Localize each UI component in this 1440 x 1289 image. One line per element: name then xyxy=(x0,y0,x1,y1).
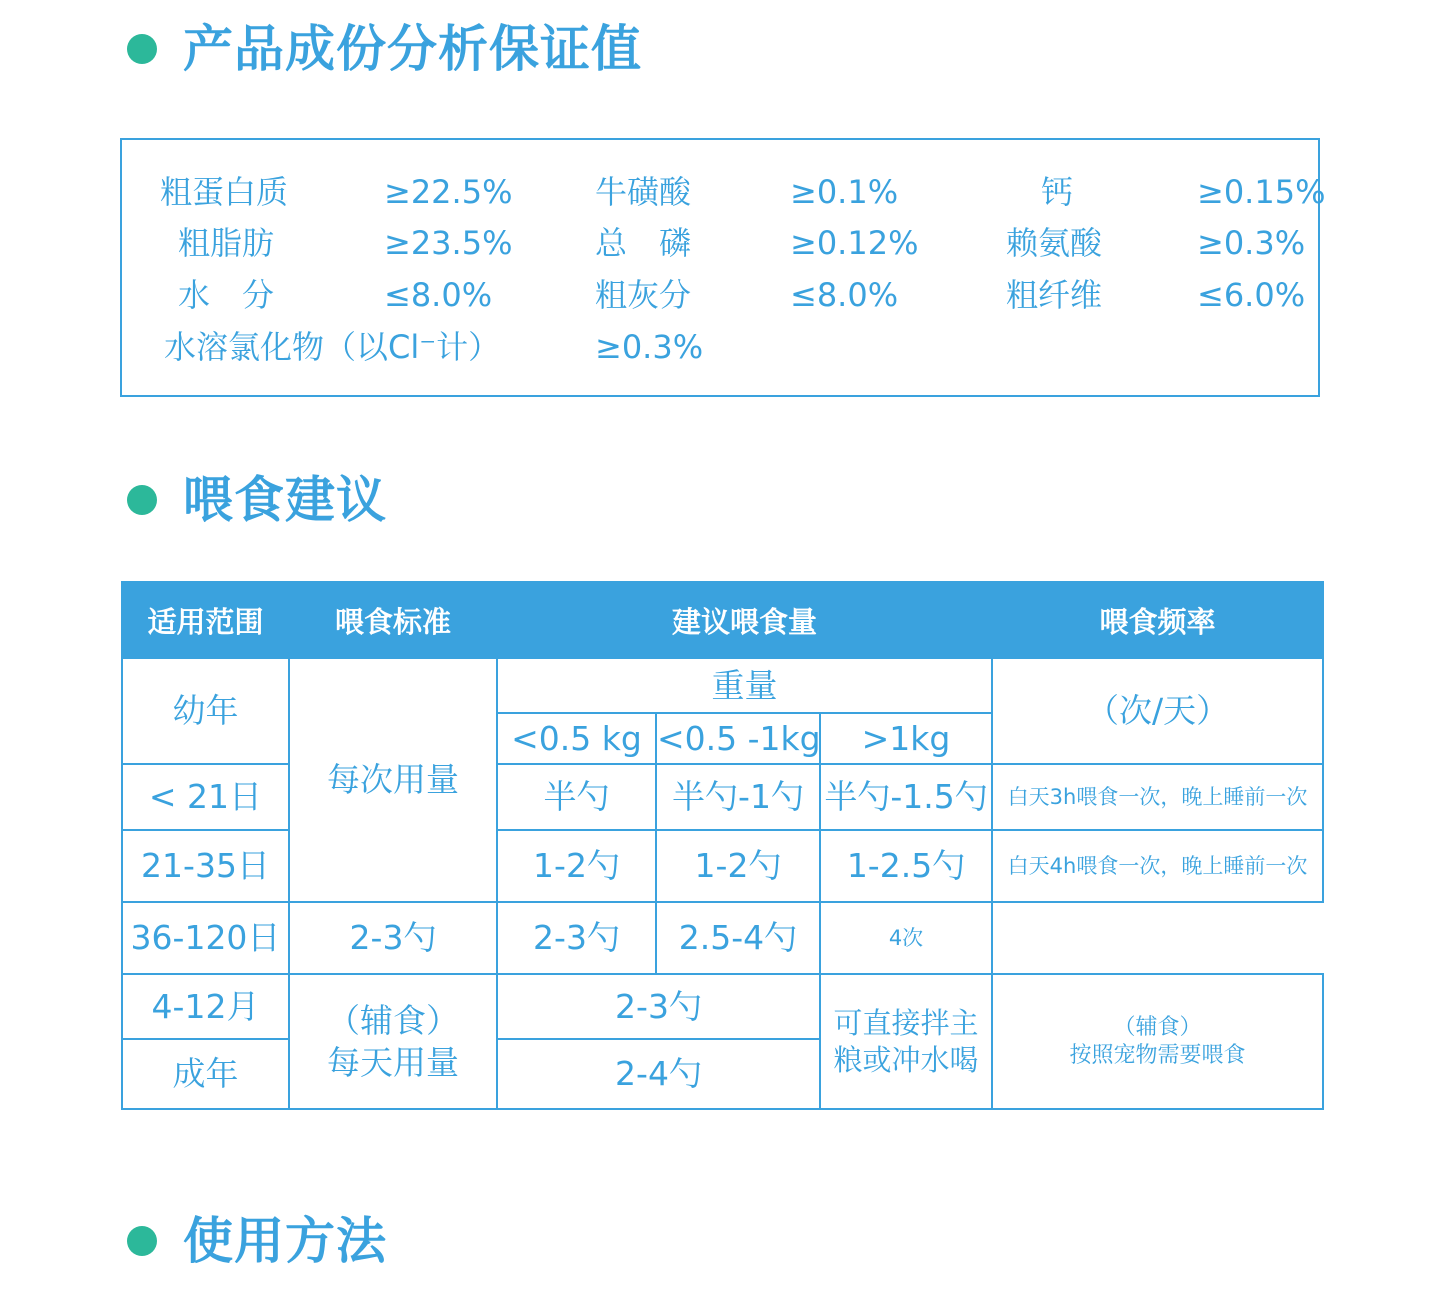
table-row xyxy=(122,902,1323,974)
analysis-value: ≥23.5% xyxy=(384,224,513,262)
note-line: 粮或冲水喝 xyxy=(833,1042,979,1077)
analysis-label: 粗灰分 xyxy=(595,276,692,314)
amount-cell: 2-3勺 xyxy=(497,974,820,1039)
table-row xyxy=(122,974,1323,1039)
age-cell: 幼年 xyxy=(122,658,289,764)
standard-line: （辅食） xyxy=(327,1001,459,1041)
weight-col-cell: <0.5 -1kg xyxy=(656,713,820,764)
amount-cell: 半勺-1勺 xyxy=(656,764,820,830)
header-cell: 喂食标准 xyxy=(289,582,497,658)
note-line: （辅食） xyxy=(1113,1015,1202,1040)
analysis-label: 钙 xyxy=(1040,173,1073,211)
analysis-value: ≥0.15% xyxy=(1197,173,1326,211)
frequency-cell: 4次 xyxy=(820,902,992,974)
supplement-cell xyxy=(992,974,1323,1109)
age-cell: 21-35日 xyxy=(122,830,289,902)
analysis-label: 总 磷 xyxy=(595,224,692,262)
analysis-value: ≥0.3% xyxy=(1197,224,1306,262)
age-cell: 成年 xyxy=(122,1039,289,1109)
analysis-label: 粗纤维 xyxy=(1006,276,1103,314)
analysis-label: 水 分 xyxy=(178,276,275,314)
amount-cell: 2-3勺 xyxy=(497,902,656,974)
analysis-label: 赖氨酸 xyxy=(1006,224,1103,262)
amount-cell: 1-2勺 xyxy=(497,830,656,902)
usage-section-heading xyxy=(127,1206,387,1276)
header-cell: 喂食频率 xyxy=(992,582,1323,658)
weight-col-cell: >1kg xyxy=(820,713,992,764)
standard-cell: 每次用量 xyxy=(289,658,497,902)
analysis-value: ≤8.0% xyxy=(384,276,493,314)
frequency-cell: 白天3h喂食一次，晚上睡前一次 xyxy=(992,764,1323,830)
feeding-section-heading xyxy=(127,465,387,535)
amount-cell: 2-3勺 xyxy=(289,902,497,974)
analysis-box xyxy=(120,138,1326,397)
amount-cell: 1-2.5勺 xyxy=(820,830,992,902)
section-title: 使用方法 xyxy=(183,1212,387,1270)
analysis-value: ≥0.3% xyxy=(595,328,704,366)
frequency-unit-cell: （次/天） xyxy=(992,658,1323,764)
section-title: 喂食建议 xyxy=(183,471,387,529)
bullet-dot-icon xyxy=(127,1226,157,1256)
header-cell: 适用范围 xyxy=(122,582,289,658)
analysis-label: 水溶氯化物（以Cl⁻计） xyxy=(164,328,501,366)
analysis-value: ≥0.12% xyxy=(790,224,919,262)
note-line: 按照宠物需要喂食 xyxy=(1069,1042,1246,1068)
note-line: 可直接拌主 xyxy=(833,1006,979,1041)
weight-label-cell: 重量 xyxy=(497,658,992,713)
age-cell: 4-12月 xyxy=(122,974,289,1039)
bullet-dot-icon xyxy=(127,485,157,515)
amount-cell: 半勺-1.5勺 xyxy=(820,764,992,830)
weight-col-cell: <0.5 kg xyxy=(497,713,656,764)
amount-cell: 半勺 xyxy=(497,764,656,830)
frequency-cell: 白天4h喂食一次，晚上睡前一次 xyxy=(992,830,1323,902)
analysis-label: 牛磺酸 xyxy=(595,173,692,211)
table-row xyxy=(122,658,1323,713)
amount-cell: 2-4勺 xyxy=(497,1039,820,1109)
mix-note-cell xyxy=(820,974,992,1109)
analysis-value: ≤6.0% xyxy=(1197,276,1306,314)
age-cell: < 21日 xyxy=(122,764,289,830)
analysis-value: ≥0.1% xyxy=(790,173,899,211)
age-cell: 36-120日 xyxy=(122,902,289,974)
amount-cell: 2.5-4勺 xyxy=(656,902,820,974)
section-title: 产品成份分析保证值 xyxy=(183,20,642,78)
table-header-row xyxy=(122,582,1323,658)
bullet-dot-icon xyxy=(127,34,157,64)
analysis-label: 粗脂肪 xyxy=(178,224,275,262)
standard-line: 每天用量 xyxy=(327,1042,459,1082)
feeding-table xyxy=(121,581,1324,1110)
amount-cell: 1-2勺 xyxy=(656,830,820,902)
header-cell: 建议喂食量 xyxy=(497,582,992,658)
analysis-value: ≥22.5% xyxy=(384,173,513,211)
analysis-section-heading xyxy=(127,14,642,84)
analysis-label: 粗蛋白质 xyxy=(160,173,289,211)
analysis-value: ≤8.0% xyxy=(790,276,899,314)
standard-cell xyxy=(289,974,497,1109)
